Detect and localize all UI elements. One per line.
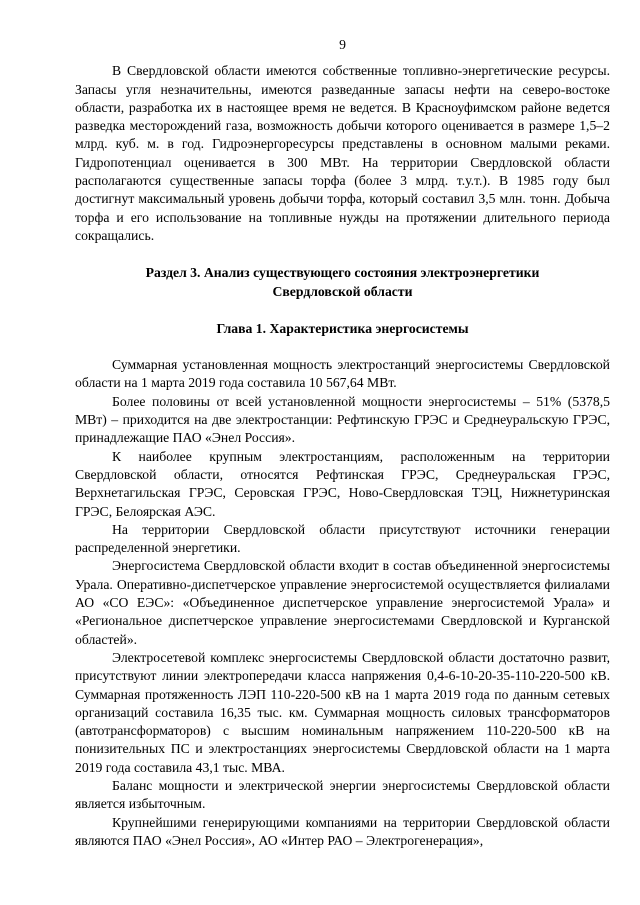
paragraph-installed-capacity: Суммарная установленная мощность электростанций энергосистемы Свердловской области на 1 марта 2019 года составила 10 567,64 МВт. (75, 357, 610, 391)
page-number: 9 (339, 37, 346, 52)
paragraph-grid-complex: Электросетевой комплекс энергосистемы Свердловской области достаточно развит, присутствуют линии электропередачи класса напряжения 0,4-6-10-20-35-110-220-500 кВ. Суммарная протяженность ЛЭП 110-220-500 кВ на 1 марта 2019 года по данным сетевых организаций составила 16,35 тыс. км. Суммарная мощность силовых трансформаторов (автотрансформаторов) с высшим номинальным напряжением 110-220-500 кВ на понизительных ПС и электростанциях энергосистемы Свердловской области на 1 марта 2019 года составила 43,1 тыс. МВА. (75, 649, 610, 775)
paragraph-major-share: Более половины от всей установленной мощности энергосистемы – 51% (5378,5 МВт) – приходится на две электростанции: Рефтинскую ГРЭС и Среднеуральскую ГРЭС, принадлежащие ПАО «Энел Россия». (75, 393, 610, 446)
section-title-line1: Раздел 3. Анализ существующего состояния электроэнергетики (145, 265, 540, 281)
document-page (75, 36, 610, 850)
chapter-title: Глава 1. Характеристика энергосистемы (216, 320, 469, 336)
paragraph-largest-plants: К наиболее крупным электростанциям, расположенным на территории Свердловской области, относятся Рефтинская ГРЭС, Среднеуральская ГРЭС, Верхнетагильская ГРЭС, Серовская ГРЭС, Ново-Свердловская ТЭЦ, Нижнетуринская ГРЭС, Белоярская АЭС. (75, 448, 610, 519)
paragraph-distributed-generation: На территории Свердловской области присутствуют источники генерации распределенной энергетики. (75, 521, 610, 556)
intro-paragraph: В Свердловской области имеются собственные топливно-энергетические ресурсы. Запасы угля незначительны, имеются разведанные запасы нефти на северо-востоке области, разработка их в настоящее время не ведется. В Красноуфимском районе ведется разведка месторождений газа, возможность добычи которого оценивается в размере 1,5–2 млрд. куб. м. в год. Гидроэнергоресурсы представлены в основном малыми реками. Гидропотенциал оценивается в 300 МВт. На территории Свердловской области располагаются существенные запасы торфа (более 3 млрд. т.у.т.). В 1985 году был достигнут максимальный уровень добычи торфа, который составил 3,5 млн. тонн. Добыча торфа и его использование на топливные нужды на протяжении длительного периода сокращались. (75, 63, 610, 243)
paragraph-balance: Баланс мощности и электрической энергии энергосистемы Свердловской области является избыточным. (75, 777, 610, 812)
section-title (75, 264, 610, 301)
section-title-line2: Свердловской области (272, 283, 413, 299)
paragraph-dispatch-control: Энергосистема Свердловской области входит в состав объединенной энергосистемы Урала. Оперативно-диспетчерское управление энергосистемой осуществляется филиалами АО «СО ЕЭС»: «Объединенное диспетчерское управление энергосистемой Урала» и «Региональное диспетчерское управление энергосистемами Свердловской и Курганской областей». (75, 558, 610, 647)
paragraph-generating-companies: Крупнейшими генерирующими компаниями на территории Свердловской области являются ПАО «Энел Россия», АО «Интер РАО – Электрогенерация», (75, 814, 610, 848)
